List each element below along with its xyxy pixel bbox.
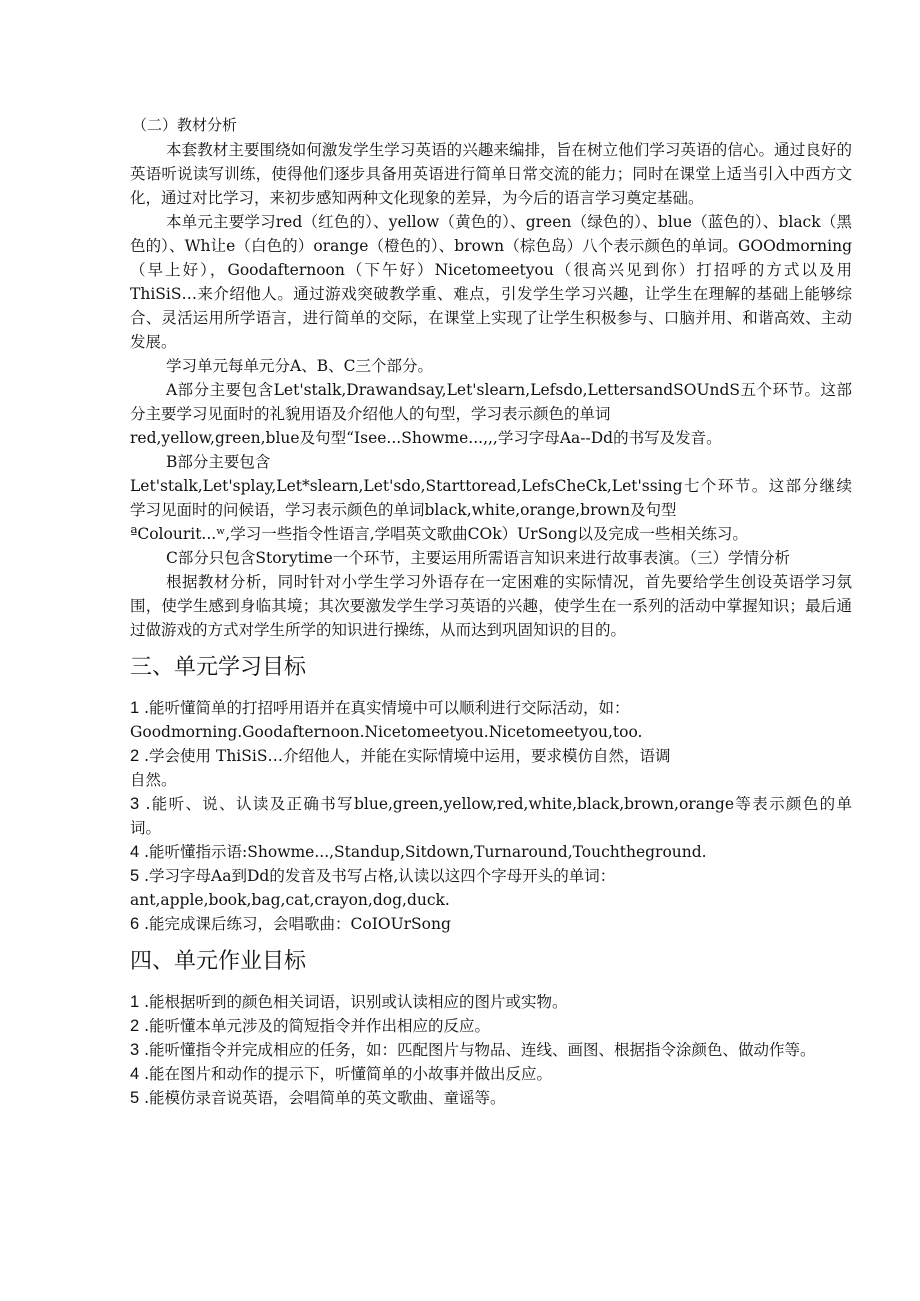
section-3-list [130, 696, 852, 936]
section-3-title: 三、单元学习目标 [130, 655, 307, 680]
analysis-paragraph-6: C部分只包含Storytime一个环节，主要运用所需语言知识来进行故事表演。（三）学情分析 [166, 549, 791, 567]
list-item: 5 .能模仿录音说英语，会唱简单的英文歌曲、童谣等。 [130, 1089, 506, 1107]
list-item: 4 .能听懂指示语:Showme...,Standup,Sitdown,Turnaround,Touchtheground. [130, 843, 707, 861]
list-item: 1 .能根据听到的颜色相关词语，识别或认读相应的图片或实物。 [130, 993, 568, 1011]
list-item: 2 .能听懂本单元涉及的简短指令并作出相应的反应。 [130, 1017, 491, 1035]
section-4-list [130, 990, 852, 1110]
list-item: 3 .能听懂指令并完成相应的任务，如：匹配图片与物品、连线、画图、根据指令涂颜色、做动作等。 [130, 1041, 816, 1059]
analysis-paragraph-7: 根据教材分析，同时针对小学生学习外语存在一定困难的实际情况，首先要给学生创设英语学习氛围，使学生感到身临其境；其次要激发学生学习英语的兴趣，使学生在一系列的活动中掌握知识；最后通过做游戏的方式对学生所学的知识进行操练，从而达到巩固知识的目的。 [130, 573, 852, 639]
analysis-heading: （二）教材分析 [132, 116, 238, 134]
list-item: 1 .能听懂简单的打招呼用语并在真实情境中可以顺利进行交际活动，如： [130, 699, 630, 717]
analysis-paragraph-5-end: ªColourit...ʷ,学习一些指令性语言,学唱英文歌曲COk）UrSong以及完成一些相关练习。 [130, 525, 748, 543]
section-4-title: 四、单元作业目标 [130, 949, 307, 974]
analysis-paragraph-4-lead: A部分主要包含Let'stalk,Drawandsay,Let'slearn,Lefsdo,LettersandSOUndS五个环节。这部分主要学习见面时的礼貌用语及介绍他人的句型，学习表示颜色的单词 [130, 381, 852, 423]
list-item: 4 .能在图片和动作的提示下，听懂简单的小故事并做出反应。 [130, 1065, 553, 1083]
list-item: 6 .能完成课后练习，会唱歌曲：CoIOUrSong [130, 915, 451, 933]
analysis-paragraph-1: 本套教材主要围绕如何激发学生学习英语的兴趣来编排，旨在树立他们学习英语的信心。通过良好的英语听说读写训练，使得他们逐步具备用英语进行简单日常交流的能力；同时在课堂上适当引入中西方文化，通过对比学习，来初步感知两种文化现象的差异，为今后的语言学习奠定基础。 [130, 141, 852, 207]
analysis-paragraph-2: 本单元主要学习red（红色的）、yellow（黄色的）、green（绿色的）、blue（蓝色的）、black（黑色的）、Wh让e（白色的）orange（橙色的）、brown（棕色岛）八个表示颜色的单词。GOOdmorning（早上好），Goodafternoon（下午好）Nicetomeetyou（很高兴见到你）打招呼的方式以及用ThiSiS…来介绍他人。通过游戏突破教学重、难点，引发学生学习兴趣，让学生在理解的基础上能够综合、灵活运用所学语言，进行简单的交际，在课堂上实现了让学生积极参与、口脑并用、和谐高效、主动发展。 [130, 213, 852, 351]
analysis-paragraph-4-tail: red,yellow,green,blue及句型“Isee...Showme...,,,学习字母Aa--Dd的书写及发音。 [130, 429, 722, 447]
list-item: 3 .能听、说、认读及正确书写blue,green,yellow,red,white,black,brown,orange等表示颜色的单词。 [130, 795, 852, 837]
list-item-continuation: Goodmorning.Goodafternoon.Nicetomeetyou.Nicetomeetyou,too. [130, 723, 643, 741]
analysis-paragraph-3: 学习单元每单元分A、B、C三个部分。 [166, 357, 433, 375]
list-item-continuation: ant,apple,book,bag,cat,crayon,dog,duck. [130, 891, 450, 909]
analysis-paragraph-5-lead: B部分主要包含 [166, 453, 271, 471]
analysis-paragraph-5-tail: Let'stalk,Let'splay,Let*slearn,Let'sdo,Starttoread,LefsCheCk,Let'ssing七个环节。这部分继续学习见面时的问候语，学习表示颜色的单词black,white,orange,brown及句型 [130, 477, 852, 519]
list-item: 5 .学习字母Aa到Dd的发音及书写占格,认读以这四个字母开头的单词： [130, 867, 616, 885]
list-item: 2 .学会使用 ThiSiS…介绍他人，并能在实际情境中运用，要求模仿自然，语调 [130, 747, 671, 765]
list-item-continuation: 自然。 [130, 771, 177, 789]
